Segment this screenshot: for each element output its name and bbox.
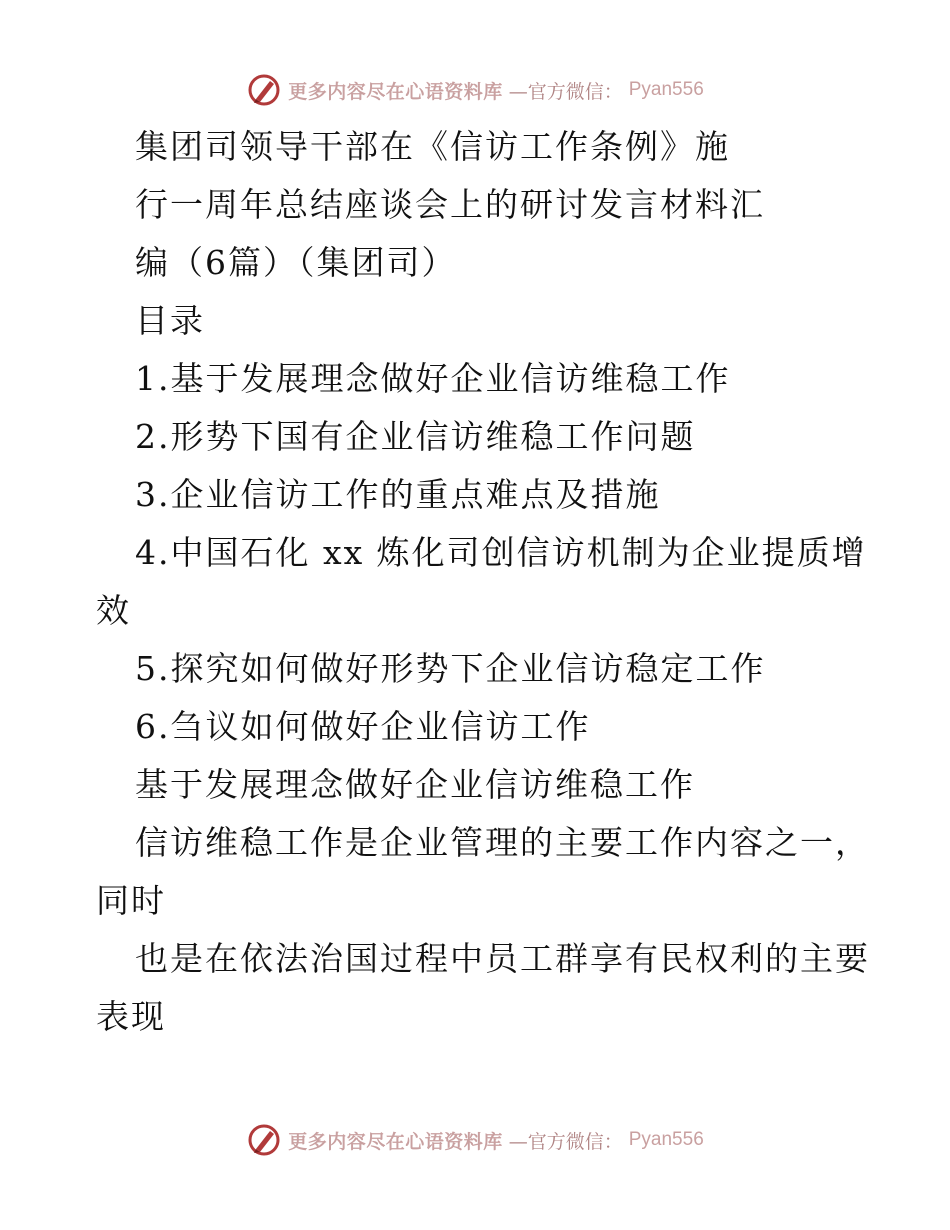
paragraph-line-2: 同时 (96, 881, 166, 920)
pen-circle-logo-icon (246, 72, 282, 108)
title-line-2: 行一周年总结座谈会上的研讨发言材料汇 (135, 185, 765, 224)
footer-watermark (0, 1118, 950, 1162)
watermark-wechat-id: Pyan556 (628, 1129, 704, 1150)
toc-item-3: 3.企业信访工作的重点难点及措施 (135, 475, 661, 514)
watermark-main-text: 更多内容尽在心语资料库 (288, 1130, 503, 1153)
toc-item-4: 4.中国石化 xx 炼化司创信访机制为企业提质增 (135, 533, 867, 572)
paragraph-line-3: 也是在依法治国过程中员工群享有民权利的主要 (135, 939, 870, 978)
paragraph-line-1: 信访维稳工作是企业管理的主要工作内容之一， (135, 823, 870, 862)
header-watermark (0, 68, 950, 112)
watermark-main-text: 更多内容尽在心语资料库 (288, 80, 503, 103)
toc-item-2: 2.形势下国有企业信访维稳工作问题 (135, 417, 696, 456)
pen-circle-logo-icon (246, 1122, 282, 1158)
toc-heading: 目录 (135, 301, 205, 340)
watermark-separator: —官方微信： (508, 1130, 623, 1153)
toc-item-4-continued: 效 (96, 591, 131, 630)
toc-item-5: 5.探究如何做好形势下企业信访稳定工作 (135, 649, 766, 688)
title-line-3: 编（6篇）（集团司） (135, 243, 457, 282)
toc-item-6: 6.刍议如何做好企业信访工作 (135, 707, 591, 746)
paragraph-line-4: 表现 (96, 997, 166, 1036)
title-line-1: 集团司领导干部在《信访工作条例》施 (135, 127, 730, 166)
section-heading: 基于发展理念做好企业信访维稳工作 (135, 765, 695, 804)
toc-item-1: 1.基于发展理念做好企业信访维稳工作 (135, 359, 731, 398)
watermark-wechat-id: Pyan556 (628, 79, 704, 100)
watermark-separator: —官方微信： (508, 80, 623, 103)
